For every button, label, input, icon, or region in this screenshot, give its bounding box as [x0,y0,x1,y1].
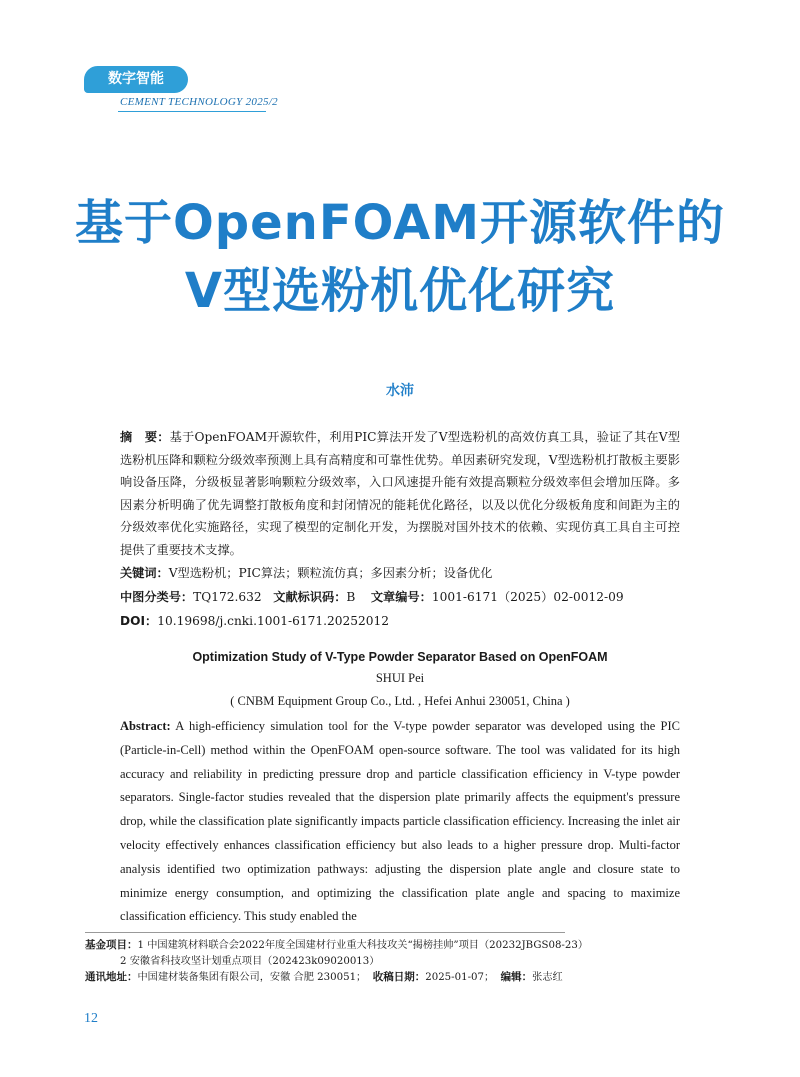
address-label: 通讯地址： [85,971,138,983]
footnote-address [85,968,563,984]
editor-label: 编辑： [500,971,533,983]
editor-name: 张志红 [532,972,563,983]
title-line-1: 基于OpenFOAM开源软件的 [74,195,726,251]
abstract-en [120,715,680,929]
address-text: 中国建材装备集团有限公司，安徽 合肥 230051； [137,972,367,983]
keywords-label: 关键词： [120,566,169,580]
doc-code-label: 文献标识码： [273,590,347,604]
title-line-2: V型选粉机优化研究 [184,263,616,319]
abstract-en-label: Abstract: [120,719,171,733]
received-date: 2025-01-07； [425,972,495,983]
fund-1-text: 1 中国建筑材料联合会2022年度全国建材行业重大科技攻关“揭榜挂帅”项目（20232JBGS08-23） [137,940,589,951]
footnote-divider [85,932,565,933]
keywords [120,564,700,581]
article-number-value: 1001-6171（2025）02-0012-09 [431,590,624,604]
abstract-cn-label: 摘 要： [120,430,170,444]
clc-value: TQ172.632 [193,590,262,604]
fund-label: 基金项目： [85,939,138,951]
doi-label: DOI： [120,614,158,628]
english-author: SHUI Pei [375,671,425,685]
keywords-text: V型选粉机；PIC算法；颗粒流仿真；多因素分析；设备优化 [168,566,493,580]
journal-underline [118,111,266,112]
section-badge: 数字智能 [84,66,188,93]
page-number: 12 [84,1011,98,1026]
doi-value: 10.19698/j.cnki.1001-6171.20252012 [157,614,390,628]
journal-name: CEMENT TECHNOLOGY 2025/2 [120,96,278,108]
clc-label: 中图分类号： [120,590,194,604]
doi-line [120,612,700,629]
footnote-fund-1 [85,936,588,952]
received-label: 收稿日期： [372,971,426,983]
abstract-cn [120,426,680,561]
classification-line [120,588,700,605]
abstract-cn-text: 基于OpenFOAM开源软件，利用PIC算法开发了V型选粉机的高效仿真工具，验证了其在V型选粉机压降和颗粒分级效率预测上具有高精度和可靠性优势。单因素研究发现，V型选粉机打散板主要影响设备压降，分级板显著影响颗粒分级效率，入口风速提升能有效提高颗粒分级效率但会增加压降。多因素分析明确了优先调整打散板角度和封闭情况的能耗优化路径，以及以优化分级板角度和间距为主的分级效率优化实施路径，实现了模型的定制化开发，为摆脱对国外技术的依赖、实现仿真工具自主可控提供了重要技术支撑。 [120,430,681,557]
doc-code-value: B [346,590,356,604]
english-title: Optimization Study of V-Type Powder Separator Based on OpenFOAM [192,650,608,664]
footnote-fund-2: 2 安徽省科技攻坚计划重点项目（202423k09020013） [120,956,380,967]
article-number-label: 文章编号： [370,590,432,604]
author: 水沛 [386,383,414,399]
abstract-en-text: A high-efficiency simulation tool for the V-type powder separator was developed using the PIC (Particle-in-Cell) method within the OpenFOAM open-source software. The tool was validated for its high accuracy and reliability in predicting pressure drop and particle classification efficiency in V-type powder separators. Single-factor studies revealed that the dispersion plate primarily affects the equipment's pressure drop, while the classification plate significantly impacts particle classification efficiency. Increasing the inlet air velocity effectively enhances classification efficiency but also leads to a higher pressure drop. Multi-factor analysis identified two optimization pathways: adjusting the dispersion plate angle and closure state to minimize energy consumption, and optimizing the classification plate angle and spacing to maximize classification efficiency. This study enabled the [120,719,680,924]
english-affiliation: ( CNBM Equipment Group Co., Ltd. , Hefei Anhui 230051, China ) [230,694,570,708]
